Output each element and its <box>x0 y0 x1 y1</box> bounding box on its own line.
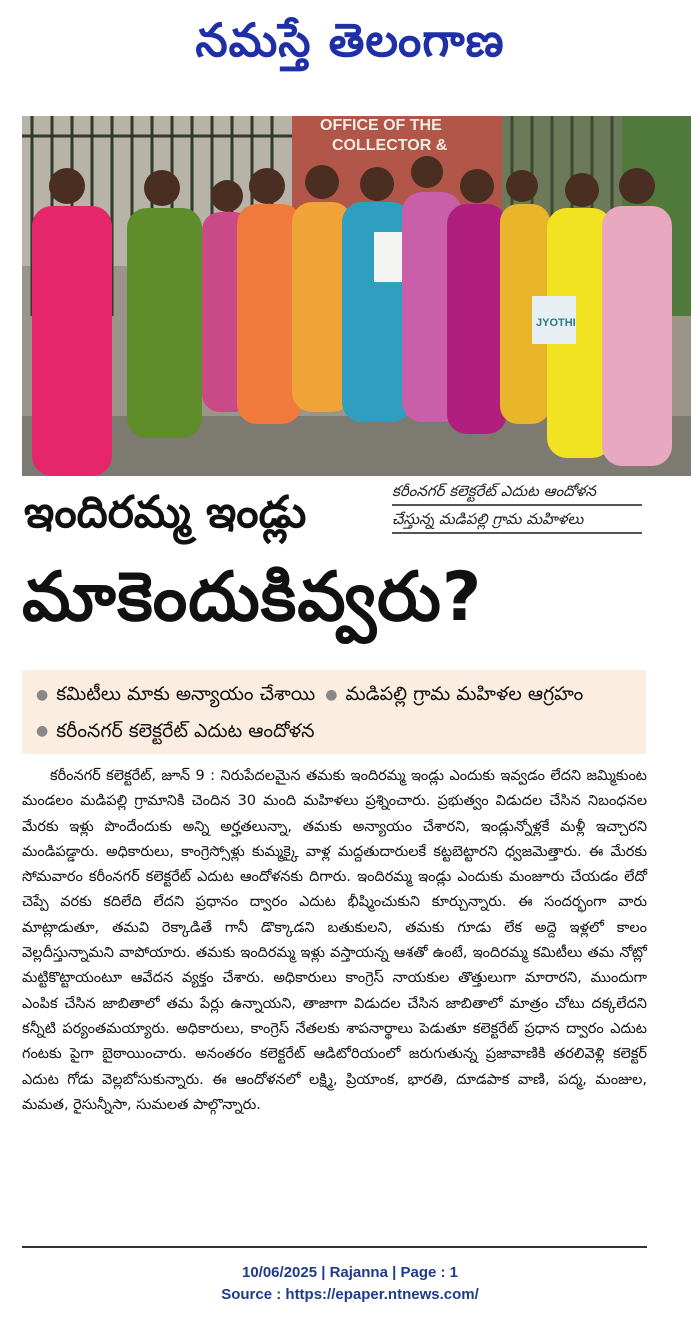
article-body: కరీంనగర్ కలెక్టరేట్, జూన్ 9 : నిరుపేదలమైన తమకు ఇందిరమ్మ ఇండ్లు ఎందుకు ఇవ్వడం లేదని జమ్మికుంట మండలం మడిపల్లి గ్రామానికి చెందిన 30 మంది మహిళలు ప్రశ్నించారు. ప్రభుత్వం విడుదల చేసిన నిబంధనల మేరకు ఇళ్లు పొందేందుకు అన్ని అర్హతలున్నా, తమకు అన్యాయం చేశారని, ఇండ్లున్నోళ్లకే మళ్లీ ఇచ్చారని మండిపడ్డారు. అధికారులు, కాంగ్రెస్సోళ్లు కుమ్మక్కై వాళ్ల మద్దతుదారులకే కట్టబెట్టారని ధ్వజమెత్తారు. ఈ మేరకు సోమవారం కరీంనగర్ కలెక్టరేట్ ఎదుట ఆందోళనకు దిగారు. ఇందిరమ్మ ఇండ్లు ఎందుకు మంజూరు చేయడం లేదో చెప్పే వరకు కదిలేది లేదని ప్రధానం ద్వారం ఎదుట భీష్మించుకుని కూర్చున్నారు. ఈ సందర్భంగా వారు మాట్లాడుతూ, తమవి రెక్కాడితే గానీ డొక్కాడని బతుకులని, తమకు గూడు లేక అద్దె ఇళ్లలో కాలం వెల్లదీస్తున్నామని వాపోయారు. తమకు ఇందిరమ్మ ఇళ్లు వస్తాయన్న ఆశతో ఉంటే, ఇందిరమ్మ కమిటీలు తమ నోట్లో మట్టికొట్టాయంటూ ఆవేదన వ్యక్తం చేశారు. అధికారులు కాంగ్రెస్ నాయకుల తొత్తులుగా మారారని, ముందుగా ఎంపిక చేసిన జాబితాలో తమ పేర్లు ఉన్నాయని, తాజాగా విడుదల చేసిన జాబితాలో మాత్రం చోటు దక్కలేదని కన్నీటి పర్యంతమయ్యారు. అధికారులు, కాంగ్రెస్ నేతలకు శాపనార్థాలు పెడుతూ కలెక్టరేట్ ప్రధాన ద్వారం ఎదుట గంటకు పైగా బైఠాయించారు. అనంతరం కలెక్టరేట్ ఆడిటోరియంలో జరుగుతున్న ప్రజావాణికి తరలివెళ్లి కలెక్టర్ ఎదుట గోడు వెల్లబోసుకున్నారు. ఈ ఆందోళనలో లక్ష్మి, ప్రియాంక, భారతి, దూడపాక వాణి, పద్మ, మంజుల, మమత, రైసున్నీసా, సుమలత పాల్గొన్నారు. <box>22 768 647 1113</box>
banner-text: JYOTHI <box>536 317 576 329</box>
photo-caption <box>392 478 642 534</box>
deck-item-3: కరీంనగర్ కలెక్టరేట్ ఎదుట ఆందోళన <box>56 719 315 742</box>
caption-line2: చేస్తున్న మడిపల్లి గ్రామ మహిళలు <box>392 506 642 534</box>
deck-item-1: కమిటీలు మాకు అన్యాయం చేశాయి <box>56 683 316 705</box>
deck-item-2: మడిపల్లి గ్రామ మహిళల ఆగ్రహం <box>345 683 584 705</box>
bullet-icon: ● <box>36 723 49 739</box>
sign-text-line2: COLLECTOR & <box>332 137 448 154</box>
page-footer <box>0 1262 700 1306</box>
headline-main: మాకెందుకివ్వరు? <box>22 558 483 637</box>
newspaper-masthead: నమస్తే తెలంగాణ <box>195 13 505 67</box>
sign-text-line1: OFFICE OF THE <box>320 117 442 134</box>
headline-kicker: ఇందిరమ్మ ఇండ్లు <box>24 487 307 538</box>
footer-date-line: 10/06/2025 | Rajanna | Page : 1 <box>241 1264 458 1281</box>
divider <box>22 1246 647 1248</box>
caption-line1: కరీంనగర్ కలెక్టరేట్ ఎదుట ఆందోళన <box>392 478 642 506</box>
subheading-deck <box>22 670 646 754</box>
bullet-icon: ● <box>325 686 338 703</box>
news-photo <box>22 116 691 476</box>
footer-source-line: Source : https://epaper.ntnews.com/ <box>221 1286 479 1303</box>
bullet-icon: ● <box>36 686 49 703</box>
